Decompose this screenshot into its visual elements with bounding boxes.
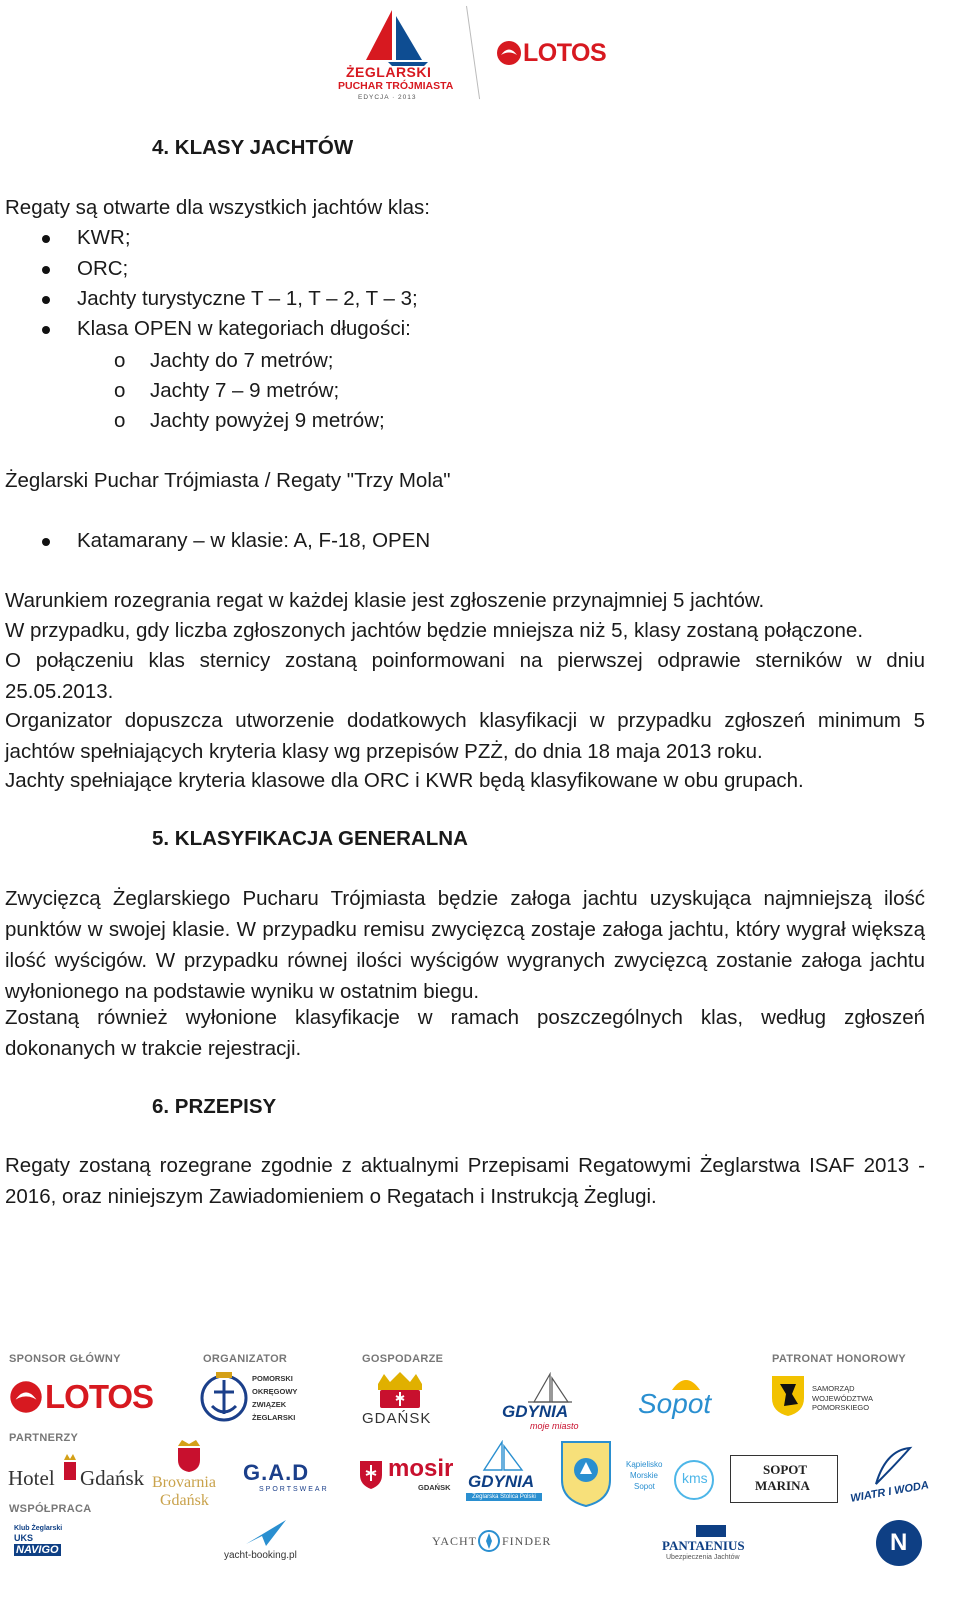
label-partners: PARTNERZY — [9, 1432, 79, 1444]
pozz-logo — [200, 1370, 310, 1428]
cup-line: Żeglarski Puchar Trójmiasta / Regaty "Trzy Mola" — [5, 469, 451, 492]
sub-bullet-marker: o — [114, 349, 126, 372]
pomorskie-line-1: SAMORZĄD — [812, 1384, 855, 1393]
bullet-icon — [42, 326, 50, 334]
gdansk-crest-icon — [370, 1370, 430, 1410]
anchor-emblem-icon — [200, 1370, 248, 1424]
label-cooperation: WSPÓŁPRACA — [9, 1503, 92, 1515]
event-logo-line1: ŻEGLARSKI — [346, 64, 432, 80]
class-item-kwr: KWR; — [77, 226, 131, 249]
kapielisko-logo — [626, 1460, 716, 1500]
flag-icon — [696, 1525, 726, 1537]
kapielisko-line-3: Sopot — [634, 1482, 655, 1491]
catamaran-item: Katamarany – w klasie: A, F-18, OPEN — [77, 529, 431, 552]
gdynia-sea-logo — [466, 1440, 546, 1506]
class-item-touring: Jachty turystyczne T – 1, T – 2, T – 3; — [77, 287, 418, 310]
class-item-open: Klasa OPEN w kategoriach długości: — [77, 317, 411, 340]
windsurf-sail-icon — [866, 1446, 916, 1486]
sopot-marina-line-2: MARINA — [755, 1478, 810, 1493]
gdansk-logo — [360, 1370, 440, 1430]
sailboat-icon — [478, 1440, 528, 1474]
gad-text: G.A.D — [243, 1460, 310, 1485]
section-4-para-5: Jachty spełniające kryteria klasowe dla ORC i KWR będą klasyfikowane w obu grupach. — [5, 769, 804, 792]
kms-text: kms — [682, 1470, 708, 1486]
kms-badge — [674, 1460, 714, 1500]
lotos-logo-text: LOTOS — [523, 39, 607, 67]
event-logo — [336, 8, 456, 100]
uks-line-1: Klub Żeglarski — [14, 1525, 63, 1532]
pozz-line-1: POMORSKI — [252, 1374, 293, 1383]
ship-icon — [520, 1372, 580, 1406]
yacht-finder-text-2: FINDER — [502, 1534, 552, 1548]
pozz-line-2: OKRĘGOWY — [252, 1387, 298, 1396]
sopot-marina-line-1: SOPOT — [763, 1462, 808, 1477]
griffin-crest-icon — [770, 1374, 806, 1416]
crown-crest-icon — [62, 1454, 78, 1482]
hotel-gdansk-logo — [8, 1452, 145, 1496]
section-4-intro: Regaty są otwarte dla wszystkich jachtów klas: — [5, 196, 430, 219]
yacht-finder-text-1: YACHT — [432, 1534, 478, 1548]
yacht-booking-text: yacht-booking.pl — [224, 1550, 297, 1561]
bullet-icon — [42, 266, 50, 274]
length-item-3: Jachty powyżej 9 metrów; — [150, 409, 385, 432]
gdynia-sea-text: GDYNIA — [468, 1472, 535, 1491]
brovarnia-logo — [150, 1440, 230, 1512]
lotos-logo-header — [496, 38, 607, 68]
sub-bullet-marker: o — [114, 379, 126, 402]
bullet-icon — [42, 538, 50, 546]
pomorskie-line-2: WOJEWÓDZTWA POMORSKIEGO — [812, 1394, 873, 1412]
lotos-flower-icon — [9, 1380, 43, 1414]
gdynia-sub-text: moje miasto — [530, 1421, 579, 1431]
plane-sail-icon — [244, 1518, 288, 1548]
label-hosts: GOSPODARZE — [362, 1353, 444, 1365]
event-logo-line2: PUCHAR TRÓJMIASTA — [338, 80, 454, 92]
yacht-booking-logo — [224, 1518, 304, 1564]
sub-bullet-marker: o — [114, 409, 126, 432]
section-5-title: 5. KLASYFIKACJA GENERALNA — [152, 827, 468, 850]
label-main-sponsor: SPONSOR GŁÓWNY — [9, 1353, 121, 1365]
badge-shield-icon — [560, 1440, 612, 1508]
lotos-footer-text: LOTOS — [45, 1378, 154, 1415]
section-4-para-3: O połączeniu klas sternicy zostaną poinformowani na pierwszej odprawie sterników w dniu 25.05.2013. — [5, 649, 925, 703]
north-sails-text: N — [890, 1529, 908, 1556]
pozz-line-4: ŻEGLARSKI — [252, 1413, 296, 1422]
kapielisko-line-1: Kąpielisko — [626, 1460, 663, 1469]
gdynia-text: GDYNIA — [502, 1402, 569, 1421]
mosir-crest-icon — [358, 1459, 384, 1489]
bullet-icon — [42, 296, 50, 304]
pozz-line-3: ZWIĄZEK — [252, 1400, 287, 1409]
gdansk-text: GDAŃSK — [362, 1410, 432, 1427]
class-item-orc: ORC; — [77, 257, 129, 280]
sopot-logo — [636, 1372, 712, 1430]
gdynia-sea-sub-text: Żeglarska Stolica Polski — [466, 1493, 542, 1501]
uks-line-3: NAVIGO — [16, 1544, 59, 1556]
pantaenius-text: PANTAENIUS — [662, 1538, 745, 1553]
mosir-logo — [358, 1455, 458, 1495]
mosir-text: mosir — [388, 1455, 454, 1482]
sail-icon — [336, 8, 456, 68]
section-6-title: 6. PRZEPISY — [152, 1095, 277, 1118]
brewery-crest-icon — [174, 1440, 204, 1472]
pantaenius-sub-text: Ubezpieczenia Jachtów — [666, 1554, 740, 1561]
label-honorary: PATRONAT HONOROWY — [772, 1353, 907, 1365]
event-logo-line3: EDYCJA · 2013 — [358, 94, 417, 101]
section-5-para-1: Zwycięzcą Żeglarskiego Pucharu Trójmiasta będzie załoga jachtu uzyskująca najmniejszą ilość punktów w swojej klasie. W przypadku remisu zwycięzcą zostaje załoga jachtu, który wygrał większą ilość wyścigów. W przypadku równej ilości wyścigów wygranych zwycięzcą zostanie załoga jachtu wyłonionego na podstawie wyniku w ostatnim biegu. — [5, 887, 925, 1003]
wiatr-woda-text: WIATR I WODA — [849, 1479, 930, 1505]
north-sails-logo — [876, 1520, 922, 1566]
length-item-1: Jachty do 7 metrów; — [150, 349, 334, 372]
section-6-para-1: Regaty zostaną rozegrane zgodnie z aktualnymi Przepisami Regatowymi Żeglarstwa ISAF 2013 - 2016, oraz niniejszym Zawiadomieniem o Regatach i Instrukcją Żeglugi. — [5, 1154, 925, 1208]
compass-icon — [478, 1530, 500, 1552]
bullet-icon — [42, 235, 50, 243]
pantaenius-logo — [662, 1525, 762, 1563]
section-4-para-2: W przypadku, gdy liczba zgłoszonych jachtów będzie mniejsza niż 5, klasy zostaną połączone. — [5, 619, 864, 642]
lotos-flower-icon — [496, 40, 522, 66]
kapielisko-line-2: Morskie — [630, 1471, 659, 1480]
brovarnia-line-2: Gdańsk — [160, 1492, 209, 1509]
hotel-city-text: Gdańsk — [80, 1466, 145, 1490]
gad-sub-text: SPORTSWEAR — [259, 1486, 329, 1493]
sopot-marina-logo — [730, 1455, 838, 1503]
hotel-text: Hotel — [8, 1466, 55, 1490]
brovarnia-line-1: Brovarnia — [152, 1474, 216, 1491]
uks-line-2: UKS — [14, 1533, 34, 1543]
header-divider — [466, 6, 480, 99]
section-5-para-2: Zostaną również wyłonione klasyfikacje w ramach poszczególnych klas, według zgłoszeń dokonanych w trakcie rejestracji. — [5, 1006, 925, 1060]
lotos-logo-footer — [9, 1378, 154, 1418]
sopot-text: Sopot — [638, 1388, 712, 1419]
gdynia-logo — [500, 1372, 590, 1432]
sport-badge-logo — [560, 1440, 612, 1508]
section-4-para-4: Organizator dopuszcza utworzenie dodatkowych klasyfikacji w przypadku zgłoszeń minimum 5 jachtów spełniających kryteria klasy wg przepisów PZŻ, do dnia 18 maja 2013 roku. — [5, 709, 925, 763]
mosir-sub-text: GDAŃSK — [418, 1483, 451, 1492]
section-4-para-1: Warunkiem rozegrania regat w każdej klasie jest zgłoszenie przynajmniej 5 jachtów. — [5, 589, 765, 612]
pomorskie-logo — [770, 1374, 930, 1424]
label-organizer: ORGANIZATOR — [203, 1353, 288, 1365]
gad-logo — [243, 1460, 335, 1496]
section-4-title: 4. KLASY JACHTÓW — [152, 136, 354, 159]
wiatr-woda-logo — [850, 1446, 930, 1508]
length-item-2: Jachty 7 – 9 metrów; — [150, 379, 340, 402]
uks-navigo-logo — [8, 1525, 70, 1559]
yacht-finder-logo — [432, 1530, 552, 1554]
